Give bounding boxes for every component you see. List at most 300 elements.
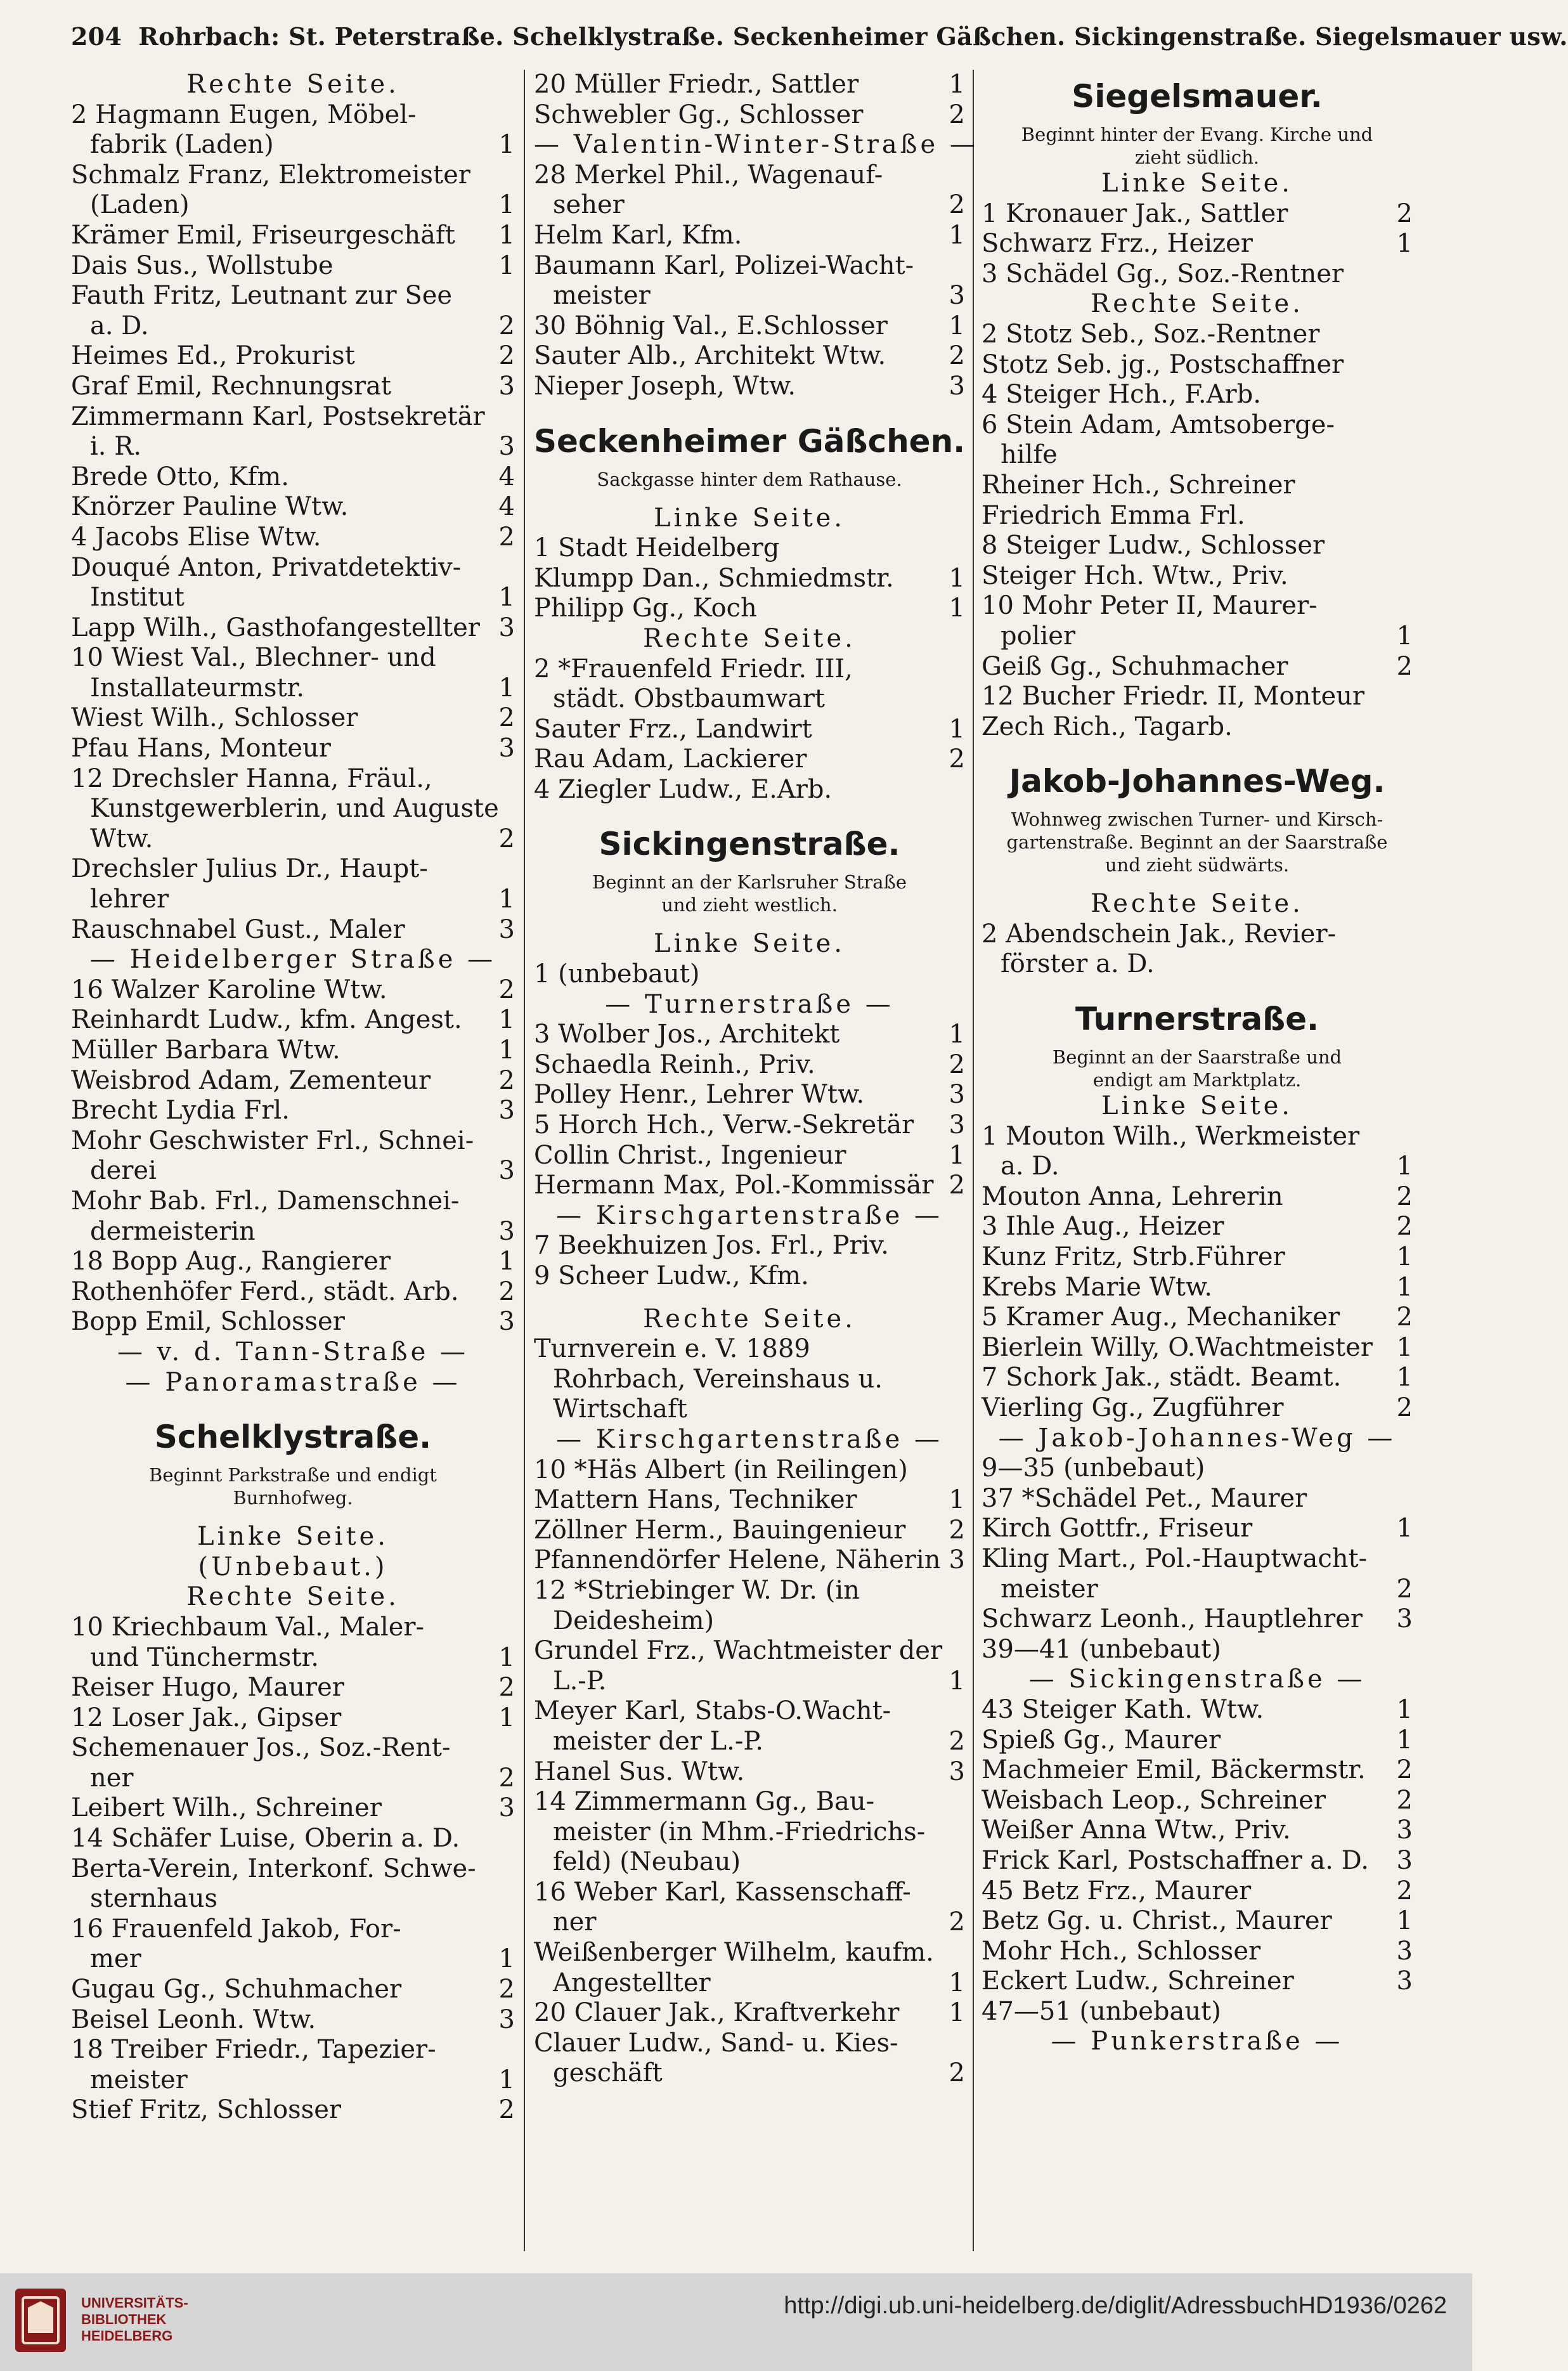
column-rule	[524, 70, 525, 2251]
directory-entry-text: meister	[1001, 1574, 1098, 1604]
directory-entry-text: Mohr Bab. Frl., Damenschnei-	[71, 1186, 460, 1216]
directory-entry-text: Spieß Gg., Maurer	[982, 1725, 1221, 1755]
directory-entry-text: 39—41 (unbebaut)	[982, 1634, 1221, 1664]
directory-entry-text: städt. Obstbaumwart	[553, 684, 825, 714]
directory-entry-text: Weißer Anna Wtw., Priv.	[982, 1816, 1291, 1845]
section-label	[982, 889, 1413, 919]
directory-entry	[71, 1764, 515, 1794]
directory-entry	[71, 1703, 515, 1734]
floor-number: 1	[498, 2065, 515, 2095]
directory-entry	[534, 1516, 965, 1546]
floor-number: 3	[1396, 1816, 1413, 1845]
directory-entry	[71, 462, 515, 493]
directory-entry	[71, 523, 515, 553]
directory-entry	[534, 1050, 965, 1081]
section-label	[534, 1201, 965, 1231]
spacer	[534, 491, 965, 503]
directory-entry-text: lehrer	[90, 885, 169, 914]
directory-entry	[534, 1394, 965, 1425]
floor-number: 2	[1396, 1302, 1413, 1332]
floor-number: 2	[1396, 1574, 1413, 1604]
directory-entry	[982, 1152, 1413, 1182]
directory-entry	[534, 1968, 965, 1999]
section-label-text: (Unbebaut.)	[198, 1552, 388, 1582]
directory-entry-text: Wiest Wilh., Schlosser	[71, 703, 358, 733]
street-heading-text: Seckenheimer Gäßchen.	[534, 422, 966, 460]
floor-number: 3	[949, 1757, 965, 1786]
street-description-text: Burnhofweg.	[233, 1487, 353, 1509]
directory-entry	[982, 712, 1413, 743]
directory-entry-text: Zech Rich., Tagarb.	[982, 711, 1233, 741]
directory-entry-text: 2 Hagmann Eugen, Möbel-	[71, 100, 417, 129]
section-label	[534, 1425, 965, 1455]
section-label-text: — v. d. Tann-Straße —	[117, 1337, 469, 1367]
directory-entry	[982, 1484, 1413, 1514]
directory-entry-text: Grundel Frz., Wachtmeister der	[534, 1636, 943, 1666]
directory-entry	[982, 682, 1413, 712]
university-seal-icon	[9, 2282, 72, 2358]
spacer	[534, 402, 965, 415]
directory-entry-text: Turnverein e. V. 1889	[534, 1334, 810, 1364]
section-label	[71, 70, 515, 100]
directory-entry-text: Pfannendörfer Helene, Näherin	[534, 1545, 941, 1575]
floor-number: 1	[1396, 1694, 1413, 1724]
section-label	[534, 624, 965, 654]
floor-number: 3	[1396, 1604, 1413, 1634]
directory-entry-text: Angestellter	[553, 1968, 711, 1997]
section-label	[71, 1337, 515, 1368]
directory-entry-text: Vierling Gg., Zugführer	[982, 1393, 1284, 1422]
directory-entry-text: Reinhardt Ludw., kfm. Angest.	[71, 1005, 462, 1035]
directory-entry-text: Brecht Lydia Frl.	[71, 1096, 290, 1126]
directory-entry	[534, 1080, 965, 1110]
section-label-text: — Valentin-Winter-Straße —	[534, 130, 978, 160]
floor-number: 2	[498, 1276, 515, 1306]
directory-entry	[71, 613, 515, 644]
directory-entry	[534, 564, 965, 594]
spacer	[71, 1398, 515, 1410]
directory-entry-text: 12 Loser Jak., Gipser	[71, 1703, 342, 1732]
directory-entry	[982, 1635, 1413, 1665]
directory-entry-text: Schmalz Franz, Elektromeister	[71, 160, 470, 190]
directory-entry-text: Schwarz Leonh., Hauptlehrer	[982, 1604, 1363, 1634]
directory-entry-text: (Laden)	[90, 190, 190, 220]
directory-entry-text: Leibert Wilh., Schreiner	[71, 1793, 382, 1823]
floor-number: 3	[1396, 1936, 1413, 1966]
directory-entry	[71, 2065, 515, 2096]
directory-entry	[534, 1020, 965, 1050]
directory-entry	[982, 531, 1413, 561]
directory-entry	[534, 744, 965, 775]
floor-number: 3	[1396, 1966, 1413, 1996]
floor-number: 1	[949, 1998, 965, 2028]
directory-entry	[534, 372, 965, 402]
directory-entry-text: meister (in Mhm.-Friedrichs-	[553, 1817, 926, 1847]
section-label	[534, 990, 965, 1020]
directory-entry-text: Beisel Leonh. Wtw.	[71, 2004, 316, 2034]
directory-entry	[534, 1757, 965, 1788]
section-label	[71, 945, 515, 975]
directory-entry-text: 43 Steiger Kath. Wtw.	[982, 1694, 1264, 1724]
directory-entry	[71, 734, 515, 764]
street-heading	[534, 415, 965, 468]
directory-entry-text: Kunstgewerblerin, und Auguste	[90, 794, 499, 824]
street-description	[982, 831, 1413, 854]
directory-entry-text: a. D.	[1001, 1152, 1059, 1181]
directory-entry	[534, 341, 965, 372]
directory-entry	[534, 1334, 965, 1365]
directory-entry-text: 7 Beekhuizen Jos. Frl., Priv.	[534, 1231, 889, 1261]
street-description	[982, 146, 1413, 169]
directory-entry-text: Douqué Anton, Privatdetektiv-	[71, 552, 462, 582]
directory-entry-text: 10 Kriechbaum Val., Maler-	[71, 1612, 425, 1642]
column-rule	[973, 70, 974, 2251]
section-label-text: — Sickingenstraße —	[1028, 1665, 1366, 1694]
directory-entry-text: Collin Christ., Ingenieur	[534, 1140, 846, 1170]
floor-number: 1	[498, 1944, 515, 1974]
directory-entry-text: 2 *Frauenfeld Friedr. III,	[534, 654, 853, 684]
directory-entry	[534, 533, 965, 564]
directory-entry-text: 28 Merkel Phil., Wagenauf-	[534, 160, 883, 190]
directory-entry	[71, 432, 515, 462]
directory-entry-text: Klumpp Dan., Schmiedmstr.	[534, 563, 894, 593]
spacer	[534, 805, 965, 817]
section-label	[534, 503, 965, 534]
floor-number: 1	[1396, 1332, 1413, 1362]
street-description-text: Wohnweg zwischen Turner- und Kirsch-	[1011, 809, 1383, 831]
directory-entry-text: Sauter Alb., Architekt Wtw.	[534, 341, 886, 371]
directory-entry	[982, 1755, 1413, 1786]
source-url-link[interactable]: http://digi.ub.uni-heidelberg.de/diglit/AdressbuchHD1936/0262	[784, 2292, 1447, 2319]
directory-entry-text: Fauth Fritz, Leutnant zur See	[71, 281, 453, 311]
directory-entry	[982, 1544, 1413, 1575]
floor-number: 2	[1396, 651, 1413, 681]
directory-entry	[71, 372, 515, 402]
column-left	[71, 70, 515, 2260]
spacer	[534, 1292, 965, 1304]
directory-entry	[982, 1725, 1413, 1756]
street-description-text: zieht südlich.	[1134, 146, 1260, 168]
section-label	[982, 1091, 1413, 1122]
floor-number: 2	[1396, 1181, 1413, 1211]
directory-entry-text: Machmeier Emil, Bäckermstr.	[982, 1755, 1366, 1785]
directory-entry-text: förster a. D.	[1001, 949, 1155, 979]
directory-entry	[982, 621, 1413, 652]
section-label-text: — Turnerstraße —	[605, 989, 894, 1019]
directory-entry-text: Kirch Gottfr., Friseur	[982, 1514, 1253, 1543]
directory-entry	[982, 1876, 1413, 1907]
directory-entry-text: 12 Bucher Friedr. II, Monteur	[982, 682, 1365, 711]
floor-number: 1	[498, 1036, 515, 1065]
street-heading	[982, 992, 1413, 1046]
directory-entry	[71, 251, 515, 282]
directory-entry	[71, 1156, 515, 1186]
directory-entry	[982, 1906, 1413, 1937]
section-label-text: — Jakob-Johannes-Weg —	[998, 1423, 1396, 1453]
directory-entry	[982, 320, 1413, 350]
directory-entry	[982, 1242, 1413, 1273]
directory-entry-text: ner	[553, 1907, 597, 1937]
directory-entry	[534, 1231, 965, 1261]
section-label-text: Rechte Seite.	[186, 70, 399, 99]
street-description-text: gartenstraße. Beginnt an der Saarstraße	[1006, 831, 1388, 854]
section-label-text: Rechte Seite.	[643, 1304, 856, 1334]
street-description	[982, 808, 1413, 831]
floor-number: 2	[949, 190, 965, 220]
floor-number: 3	[949, 1080, 965, 1110]
section-label	[534, 130, 978, 160]
floor-number: 2	[949, 1171, 965, 1200]
directory-entry-text: Bopp Emil, Schlosser	[71, 1307, 345, 1337]
section-label-text: Linke Seite.	[1101, 169, 1293, 198]
floor-number: 1	[949, 1140, 965, 1170]
directory-entry	[534, 1606, 965, 1637]
directory-entry	[71, 281, 515, 311]
directory-entry	[982, 1997, 1413, 2027]
directory-entry-text: Rheiner Hch., Schreiner	[982, 470, 1295, 500]
directory-entry	[534, 594, 965, 624]
directory-entry-text: meister der L.-P.	[553, 1726, 763, 1756]
floor-number: 1	[498, 220, 515, 250]
directory-entry	[71, 492, 515, 523]
floor-number: 1	[949, 1485, 965, 1515]
floor-number: 2	[1396, 1755, 1413, 1785]
section-label	[71, 1582, 515, 1613]
directory-entry-text: Reiser Hugo, Maurer	[71, 1673, 344, 1703]
street-description	[534, 893, 965, 916]
section-label	[534, 929, 965, 959]
section-label	[71, 1368, 515, 1398]
directory-entry	[982, 1514, 1413, 1544]
floor-number: 3	[949, 371, 965, 401]
directory-entry-text: Schwarz Frz., Heizer	[982, 229, 1253, 259]
directory-entry-text: 30 Böhnig Val., E.Schlosser	[534, 311, 888, 341]
directory-entry-text: 37 *Schädel Pet., Maurer	[982, 1483, 1307, 1513]
floor-number: 1	[949, 714, 965, 744]
library-name-line: BIBLIOTHEK	[81, 2311, 167, 2327]
directory-entry	[534, 1907, 965, 1938]
directory-entry-text: meister	[553, 281, 651, 311]
directory-entry-text: Mouton Anna, Lehrerin	[982, 1181, 1283, 1211]
directory-entry-text: Knörzer Pauline Wtw.	[71, 492, 349, 522]
street-description	[534, 468, 965, 491]
floor-number: 2	[1396, 1212, 1413, 1242]
directory-entry	[534, 1847, 965, 1878]
directory-entry-text: Weisbach Leop., Schreiner	[982, 1785, 1326, 1815]
directory-entry	[71, 2095, 515, 2126]
street-description	[71, 1486, 515, 1509]
directory-entry-text: Kling Mart., Pol.-Hauptwacht-	[982, 1543, 1368, 1573]
floor-number: 1	[949, 220, 965, 250]
directory-entry	[534, 281, 965, 311]
street-heading-text: Turnerstraße.	[1075, 1001, 1319, 1038]
directory-entry	[71, 402, 515, 432]
directory-entry	[982, 1182, 1413, 1212]
street-description	[71, 1464, 515, 1486]
footer-bar	[0, 2273, 1472, 2371]
directory-entry-text: Wirtschaft	[553, 1394, 687, 1424]
section-label	[982, 169, 1413, 199]
directory-entry-text: i. R.	[90, 432, 142, 462]
directory-entry	[71, 1307, 515, 1337]
section-label-text: — Punkerstraße —	[1051, 2027, 1344, 2056]
directory-entry	[534, 684, 965, 715]
column-right	[982, 70, 1413, 2260]
directory-entry	[71, 160, 515, 191]
street-description-text: Beginnt an der Saarstraße und	[1052, 1046, 1342, 1069]
section-label-text: — Kirschgartenstraße —	[556, 1424, 943, 1454]
directory-entry	[534, 100, 965, 131]
directory-entry-text: seher	[553, 190, 625, 220]
directory-entry-text: 9—35 (unbebaut)	[982, 1453, 1205, 1483]
directory-entry-text: Deidesheim)	[553, 1606, 715, 1635]
floor-number: 3	[498, 1096, 515, 1126]
directory-entry-text: Hanel Sus. Wtw.	[534, 1757, 745, 1786]
street-description-text: und zieht südwärts.	[1105, 854, 1290, 876]
floor-number: 1	[498, 250, 515, 280]
directory-entry	[71, 1673, 515, 1703]
directory-entry-text: Krebs Marie Wtw.	[982, 1272, 1213, 1302]
street-heading-text: Schelklystraße.	[154, 1419, 432, 1456]
section-label-text: Rechte Seite.	[643, 623, 856, 653]
directory-entry-text: polier	[1001, 621, 1076, 651]
directory-entry	[534, 1110, 965, 1141]
directory-entry	[982, 1122, 1413, 1152]
directory-entry	[71, 553, 515, 583]
directory-entry-text: 5 Kramer Aug., Mechaniker	[982, 1302, 1340, 1332]
directory-entry	[534, 2029, 965, 2059]
directory-entry-text: geschäft	[553, 2058, 663, 2088]
directory-entry-text: Mohr Geschwister Frl., Schnei-	[71, 1126, 474, 1155]
directory-entry-text: 3 Schädel Gg., Soz.-Rentner	[982, 259, 1344, 289]
directory-entry	[982, 949, 1413, 980]
directory-entry	[534, 1727, 965, 1757]
directory-entry-text: Mattern Hans, Techniker	[534, 1485, 857, 1515]
street-heading	[534, 817, 965, 871]
directory-entry	[982, 380, 1413, 410]
floor-number: 3	[498, 1156, 515, 1186]
library-name-line: UNIVERSITÄTS-	[81, 2295, 188, 2311]
directory-entry-text: 7 Schork Jak., städt. Beamt.	[982, 1363, 1342, 1393]
directory-entry-text: ner	[90, 1763, 134, 1793]
street-heading-text: Jakob-Johannes-Weg.	[1009, 763, 1385, 800]
floor-number: 2	[498, 824, 515, 854]
directory-entry-text: Kunz Fritz, Strb.Führer	[982, 1242, 1285, 1272]
spacer	[982, 876, 1413, 889]
directory-entry	[534, 715, 965, 745]
directory-entry	[982, 652, 1413, 682]
floor-number: 3	[498, 1793, 515, 1823]
directory-entry-text: 6 Stein Adam, Amtsoberge-	[982, 410, 1335, 439]
directory-entry	[982, 919, 1413, 950]
directory-entry	[71, 1217, 515, 1247]
spacer	[982, 742, 1413, 755]
directory-entry	[982, 350, 1413, 380]
directory-entry	[71, 1733, 515, 1764]
directory-entry	[71, 130, 515, 160]
street-heading-text: Siegelsmauer.	[1072, 78, 1323, 115]
directory-entry-text: 16 Weber Karl, Kassenschaff-	[534, 1877, 911, 1907]
directory-entry-text: Weißenberger Wilhelm, kaufm.	[534, 1938, 934, 1968]
directory-entry	[534, 959, 965, 990]
floor-number: 2	[949, 2058, 965, 2088]
directory-entry	[982, 561, 1413, 592]
directory-entry	[71, 885, 515, 915]
section-label-text: — Kirschgartenstraße —	[556, 1200, 943, 1230]
floor-number: 3	[498, 1307, 515, 1337]
directory-entry	[982, 591, 1413, 621]
floor-number: 1	[498, 1642, 515, 1672]
directory-entry	[982, 1604, 1413, 1635]
directory-entry	[534, 1696, 965, 1727]
directory-entry	[534, 1666, 965, 1697]
directory-entry-text: fabrik (Laden)	[90, 130, 274, 160]
directory-entry-text: Wtw.	[90, 824, 153, 854]
floor-number: 3	[498, 613, 515, 642]
street-description-text: Sackgasse hinter dem Rathause.	[597, 468, 902, 490]
directory-entry-text: meister	[90, 2065, 188, 2095]
directory-entry	[534, 1171, 965, 1201]
floor-number: 2	[498, 1975, 515, 2004]
floor-number: 3	[498, 734, 515, 763]
directory-entry-text: derei	[90, 1156, 157, 1186]
floor-number: 3	[498, 1216, 515, 1246]
floor-number: 2	[498, 703, 515, 733]
directory-entry	[982, 501, 1413, 531]
directory-entry	[534, 1545, 965, 1576]
directory-entry	[71, 1005, 515, 1036]
directory-entry-text: 10 *Häs Albert (in Reilingen)	[534, 1455, 908, 1484]
library-name-line: HEIDELBERG	[81, 2328, 173, 2344]
directory-entry-text: Zöllner Herm., Bauingenieur	[534, 1515, 906, 1545]
floor-number: 1	[949, 311, 965, 341]
floor-number: 3	[949, 1110, 965, 1140]
directory-entry	[534, 1261, 965, 1292]
floor-number: 3	[498, 2004, 515, 2034]
directory-entry-text: Sauter Frz., Landwirt	[534, 714, 812, 744]
floor-number: 1	[498, 885, 515, 914]
directory-entry	[534, 1878, 965, 1908]
directory-entry-text: 4 Steiger Hch., F.Arb.	[982, 380, 1261, 410]
directory-entry-text: 18 Bopp Aug., Rangierer	[71, 1247, 391, 1276]
floor-number: 3	[498, 432, 515, 462]
directory-entry	[71, 341, 515, 372]
directory-entry-text: Frick Karl, Postschaffner a. D.	[982, 1845, 1369, 1875]
directory-entry-text: 2 Stotz Seb., Soz.-Rentner	[982, 319, 1320, 349]
directory-entry-text: Gugau Gg., Schuhmacher	[71, 1975, 402, 2004]
directory-entry	[534, 160, 965, 191]
directory-entry	[982, 1846, 1413, 1876]
directory-entry	[71, 703, 515, 734]
street-description	[982, 1046, 1413, 1069]
floor-number: 2	[498, 1065, 515, 1095]
directory-entry-text: Rohrbach, Vereinshaus u.	[553, 1364, 883, 1394]
floor-number: 1	[1396, 1152, 1413, 1181]
directory-entry	[71, 311, 515, 342]
floor-number: 2	[949, 100, 965, 129]
directory-entry	[534, 251, 965, 282]
directory-entry	[71, 1126, 515, 1157]
street-description	[982, 854, 1413, 876]
directory-entry	[71, 673, 515, 704]
directory-entry	[71, 1944, 515, 1975]
section-label-text: — Heidelberger Straße —	[89, 945, 496, 975]
street-heading	[982, 755, 1413, 808]
directory-entry	[534, 1817, 965, 1848]
spacer	[71, 1509, 515, 1522]
directory-entry	[71, 1643, 515, 1673]
directory-entry-text: Berta-Verein, Interkonf. Schwe-	[71, 1854, 476, 1883]
